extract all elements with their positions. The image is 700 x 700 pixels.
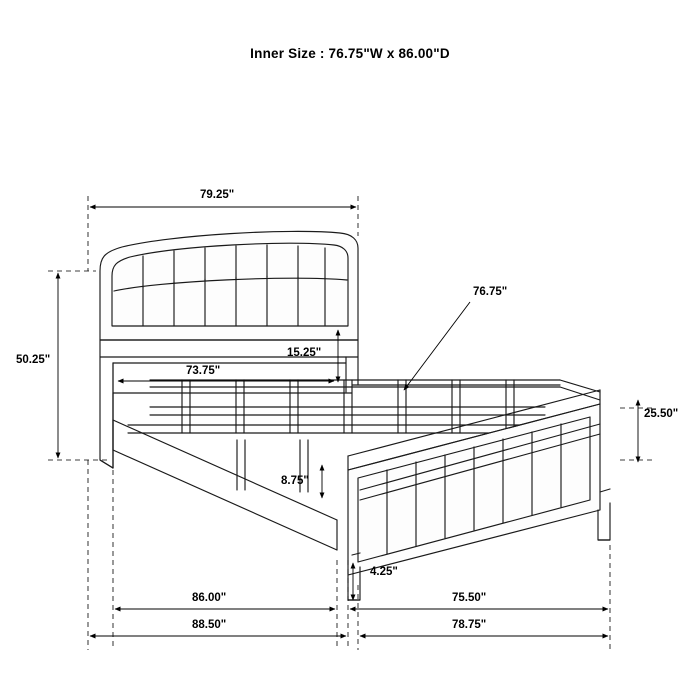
dim-label-headboard-width: 79.25" — [200, 189, 235, 201]
dim-label-headboard-height: 50.25" — [16, 354, 51, 366]
dim-label-leg-height: 4.25" — [370, 566, 398, 578]
dim-label-slat-callout: 76.75" — [473, 286, 508, 298]
bed-outline — [100, 231, 610, 600]
page-title: Inner Size : 76.75"W x 86.00"D — [250, 46, 450, 61]
dim-label-deck-clearance: 8.75" — [281, 475, 309, 487]
dim-label-interior-width: 73.75" — [186, 365, 221, 377]
dim-label-outer-depth-right: 78.75" — [452, 619, 487, 631]
dim-label-headboard-panel-height: 15.25" — [287, 347, 322, 359]
dim-label-inner-depth-right: 75.50" — [452, 592, 487, 604]
dim-label-inner-depth-left: 86.00" — [192, 592, 227, 604]
dim-label-footboard-height: 25.50" — [644, 408, 679, 420]
dim-label-outer-depth-left: 88.50" — [192, 619, 227, 631]
